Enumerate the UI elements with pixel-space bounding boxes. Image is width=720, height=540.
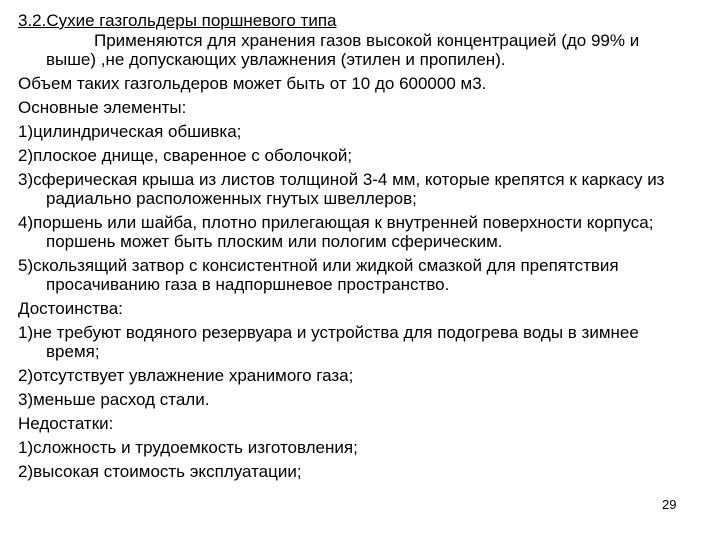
section-title: 3.2.Сухие газгольдеры поршневого типа	[18, 11, 337, 30]
disadvantages-heading: Недостатки:	[18, 414, 114, 433]
advantages-item: 2)отсутствует увлажнение хранимого газа;	[18, 366, 354, 385]
disadvantages-item: 2)высокая стоимость эксплуатации;	[18, 462, 302, 481]
page-number: 29	[662, 497, 677, 512]
elements-item: 2)плоское днище, сваренное с оболочкой;	[18, 146, 353, 165]
elements-item: 4)поршень или шайба, плотно прилегающая к внутренней поверхности корпуса; поршень может быть плоским или пологим сферическим.	[18, 213, 654, 251]
elements-item: 5)скользящий затвор с консистентной или жидкой смазкой для препятствия просачиванию газа в надпоршневое пространство.	[18, 256, 619, 294]
elements-item: 3)сферическая крыша из листов толщиной 3-4 мм, которые крепятся к каркасу из радиально расположенных гнутых швеллеров;	[18, 170, 665, 208]
volume-text: Объем таких газгольдеров может быть от 10 до 600000 м3.	[18, 74, 487, 93]
advantages-heading: Достоинства:	[18, 299, 123, 318]
advantages-item: 1)не требуют водяного резервуара и устройства для подогрева воды в зимнее время;	[18, 323, 639, 361]
intro-paragraph: Применяются для хранения газов высокой концентрацией (до 99% и выше) ,не допускающих увлажнения (этилен и пропилен).	[46, 31, 640, 69]
disadvantages-item: 1)сложность и трудоемкость изготовления;	[18, 438, 358, 457]
elements-item: 1)цилиндрическая обшивка;	[18, 122, 242, 141]
elements-heading: Основные элементы:	[18, 98, 187, 117]
advantages-item: 3)меньше расход стали.	[18, 390, 210, 409]
slide-content	[18, 10, 688, 481]
